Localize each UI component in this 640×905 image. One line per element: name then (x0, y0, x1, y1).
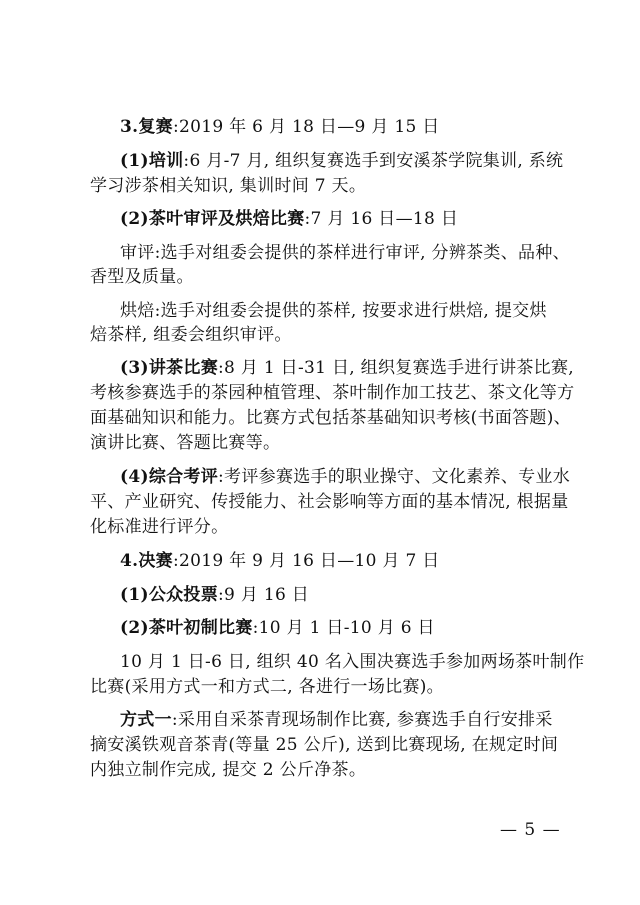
overall-eval-line-1: (4)综合考评:考评参赛选手的职业操守、文化素养、专业水 (120, 467, 571, 487)
tea-making-heading: (2)茶叶初制比赛:10 月 1 日-10 月 6 日 (120, 618, 435, 638)
method-one-line-1: 方式一:采用自采茶青现场制作比赛, 参赛选手自行安排采 (120, 710, 553, 730)
page-number: — 5 — (500, 820, 561, 840)
semifinal-heading: 3.复赛:2019 年 6 月 18 日—9 月 15 日 (120, 117, 440, 137)
review-roast-heading: (2)茶叶审评及烘焙比赛:7 月 16 日—18 日 (120, 209, 459, 229)
tea-making-line-1: 10 月 1 日-6 日, 组织 40 名入围决赛选手参加两场茶叶制作 (120, 652, 585, 672)
tea-talk-line-1: (3)讲茶比赛:8 月 1 日-31 日, 组织复赛选手进行讲茶比赛, (120, 358, 574, 378)
review-line-2: 香型及质量。 (90, 267, 194, 287)
tea-talk-line-2: 考核参赛选手的茶园种植管理、茶叶制作加工技艺、茶文化等方 (90, 383, 575, 403)
method-one-line-3: 内独立制作完成, 提交 2 公斤净茶。 (90, 760, 367, 780)
final-heading: 4.决赛:2019 年 9 月 16 日—10 月 7 日 (120, 551, 440, 571)
tea-talk-line-3: 面基础知识和能力。比赛方式包括茶基础知识考核(书面答题)、 (90, 408, 571, 428)
public-vote-line: (1)公众投票:9 月 16 日 (120, 585, 310, 605)
review-line-1: 审评:选手对组委会提供的茶样进行审评, 分辨茶类、品种、 (120, 243, 570, 263)
method-one-line-2: 摘安溪铁观音茶青(等量 25 公斤), 送到比赛现场, 在规定时间 (90, 735, 559, 755)
roast-line-1: 烘焙:选手对组委会提供的茶样, 按要求进行烘焙, 提交烘 (120, 301, 547, 321)
tea-talk-line-4: 演讲比赛、答题比赛等。 (90, 433, 281, 453)
overall-eval-line-3: 化标准进行评分。 (90, 517, 229, 537)
overall-eval-line-2: 平、产业研究、传授能力、社会影响等方面的基本情况, 根据量 (90, 492, 569, 512)
roast-line-2: 焙茶样, 组委会组织审评。 (90, 325, 292, 345)
training-line-2: 学习涉茶相关知识, 集训时间 7 天。 (90, 176, 367, 196)
tea-making-line-2: 比赛(采用方式一和方式二, 各进行一场比赛)。 (90, 677, 444, 697)
training-line-1: (1)培训:6 月-7 月, 组织复赛选手到安溪茶学院集训, 系统 (120, 151, 564, 171)
